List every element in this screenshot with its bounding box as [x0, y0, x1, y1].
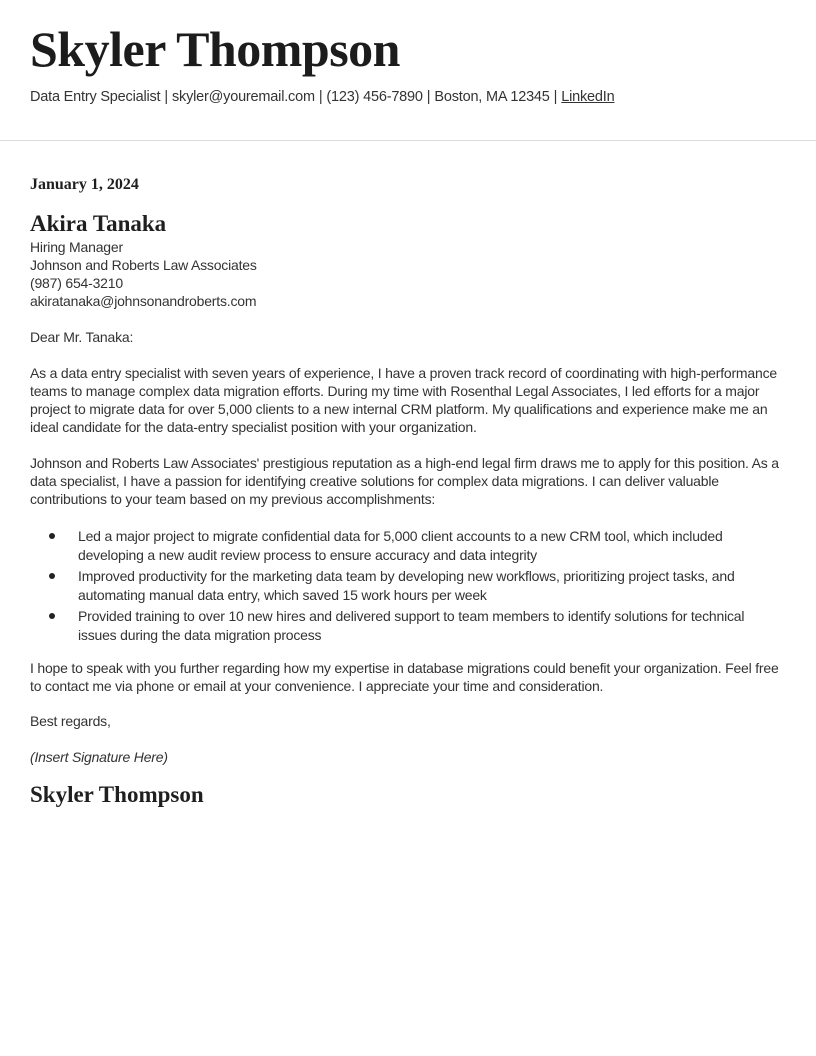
signature-placeholder: (Insert Signature Here) [30, 749, 168, 765]
bullet-icon [49, 573, 55, 579]
closing-paragraph: I hope to speak with you further regarding how my expertise in database migrations could benefit your organization. Feel free to contact me via phone or email at your convenience. I appreciate your time and consideration. [30, 660, 779, 694]
paragraph-motivation: Johnson and Roberts Law Associates' prestigious reputation as a high-end legal firm draws me to apply for this position. As a data specialist, I have a passion for identifying creative solutions for complex data migrations. I can deliver valuable contributions to your team based on my previous accomplishments: [30, 455, 779, 507]
recipient-name: Akira Tanaka [30, 211, 167, 236]
recipient-company: Johnson and Roberts Law Associates [30, 257, 257, 273]
accomplishments-list [30, 527, 786, 644]
valediction: Best regards, [30, 713, 111, 729]
separator: | [426, 89, 431, 105]
paragraph-intro: As a data entry specialist with seven years of experience, I have a proven track record of coordinating with high-performance teams to manage complex data migration efforts. During my time with Rosenthal Legal Associates, I led efforts for a major project to migrate data for over 5,000 clients to a new internal CRM platform. My qualifications and experience make me an ideal candidate for the data-entry specialist position with your organization. [30, 365, 777, 435]
list-item-text: Improved productivity for the marketing data team by developing new workflows, prioritizing project tasks, and automating manual data entry, which saved 15 work hours per week [78, 568, 735, 603]
recipient-phone: (987) 654-3210 [30, 275, 123, 291]
location-text: Boston, MA 12345 [434, 89, 550, 105]
letter-date: January 1, 2024 [30, 176, 139, 193]
list-item [30, 527, 786, 564]
separator: | [318, 89, 323, 105]
header-name: Skyler Thompson [30, 21, 400, 77]
separator: | [164, 89, 168, 105]
signature-name: Skyler Thompson [30, 782, 204, 807]
bullet-icon [49, 613, 55, 619]
header [0, 0, 816, 141]
recipient-email: akiratanaka@johnsonandroberts.com [30, 293, 257, 309]
list-item [30, 567, 786, 604]
job-title: Data Entry Specialist [30, 89, 161, 105]
salutation: Dear Mr. Tanaka: [30, 329, 134, 345]
contact-line [30, 89, 786, 106]
list-item-text: Provided training to over 10 new hires and delivered support to team members to identify solutions for technical issues during the data migration process [78, 608, 745, 643]
linkedin-link[interactable]: LinkedIn [561, 89, 615, 105]
recipient-title: Hiring Manager [30, 239, 123, 255]
list-item-text: Led a major project to migrate confidential data for 5,000 client accounts to a new CRM tool, which included developing a new audit review process to ensure accuracy and data integrity [78, 528, 723, 563]
letter-body [0, 175, 816, 808]
list-item [30, 607, 786, 644]
bullet-icon [49, 533, 55, 539]
phone-text: (123) 456-7890 [326, 89, 423, 105]
email-text: skyler@youremail.com [171, 89, 315, 105]
separator: | [553, 89, 558, 105]
